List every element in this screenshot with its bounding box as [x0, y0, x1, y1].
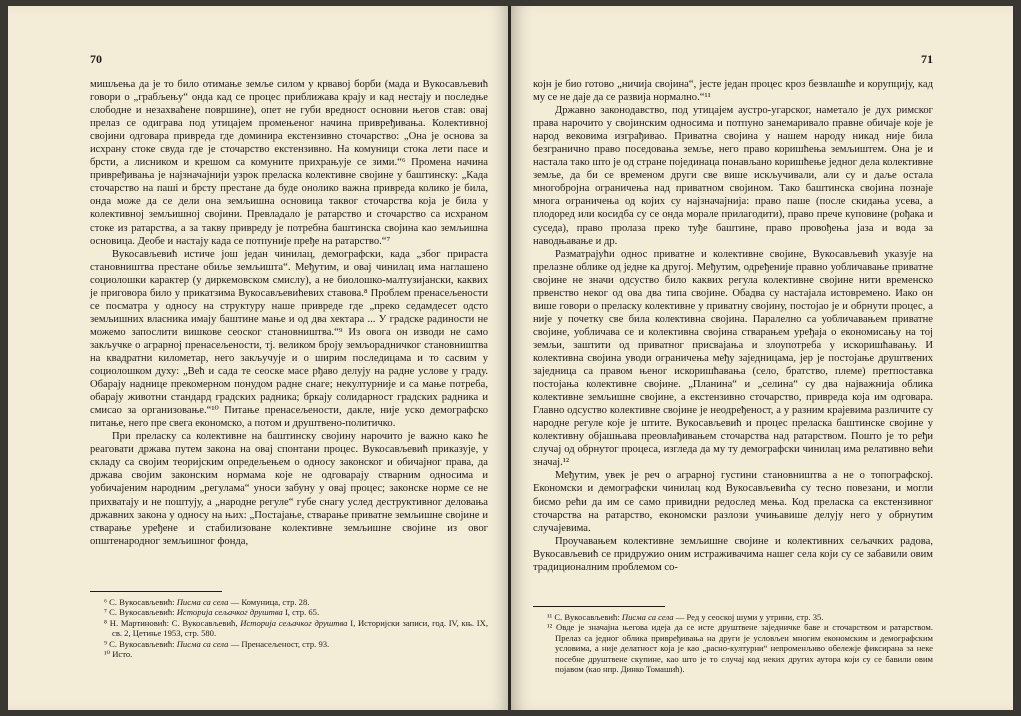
footnote: ⁷ С. Вукосављевић: Историја сељачког друштва I, стр. 65. [104, 607, 320, 618]
paragraph: мишљења да је то било отимање земље силом у крвавој борби (мада и Вукосављевић говори о „грабљењу“ онда кад се процес приближава крају и кад нестају и последње слободне и незахваћене површине), опет не губи вредност основни његов став: овај прелаз се одиграва под утицајем промењеног начина привређивања. Колективној својини одговара привреда где доминира екстензивно сточарство: „Она је основа за исхрану стоке свуда где је сточарство екстензивно. На комуници стока лети пасе и брсти, а лисником и крешом са комуните прихрањује се зими.“⁶ Промена начина привређивања је најзначајнији узрок преласка колективне својине у баштинску: „Када сточарство на пашi и брсту престане да буде онолико важна привреда колико је била, онда може да се дели она земљишна основица таквог сточарства која је била у колективној земљишној својини. Превладало је ратарство и сточарство са исхраном стоке из ратарства, а за такву привреду је потребна баштинска својина као земљишна основица. Деобе и настају када се потпуније пређе на ратарство.“⁷ [90, 79, 488, 247]
footnote: ¹¹ С. Вукосављевић: Писма са села — Ред у сеоској шуми у утрини, стр. 35. [547, 612, 824, 622]
footnotes [90, 591, 488, 659]
footnote: ⁹ С. Вукосављевић: Писма са села — Пренасељеност, стр. 93. [104, 638, 330, 649]
left-page [8, 6, 510, 710]
paragraph: При преласку са колективне на баштинску својину нарочито је важно како ће реаговати држава путем закона на овај спонтани процес. Вукосављевић приказује, у складу са својим теоријским опредељењем о односу законског и обичајног права, да држава својим законским нормама које не одговарају стварним односима и уобичајеним народним „регулама“ уноси забуну у овај процес; законске норме се не прихватају и не поштују, а „народне регуле“ губе снагу услед деструктивног деловања државних закона у односу на њих: „Постајање, стварање приватне земљишне својине и стварање уређене и стабилизоване колективне земљишне својине из овог општенародног земљишног фонда, [90, 431, 488, 547]
body-text [90, 78, 488, 548]
footnote-rule [90, 591, 222, 592]
paragraph: Државно законодавство, под утицајем аустро-угарског, наметало је дух римског права нарочито у својинским односима и потпуно занемаривало правне обичаје које је народ вековима изграђивао. Приватна својина у нашем народу никад није била безгранично право поседовања земље, него право коришћења земљиштем. Она је и настала тако што је од стране појединаца понављано коришћење једног дела колективне земље, да би се временом други све више искључивали, али су и даље остала многобројна ограничења над приватном својином. Тако баштинска својина познаје многа ограничења од којих су најзначајнија: право паше (после скидања усева, а плодоред или косидба су се онда морале прилагодити), право прече куповине (рођака и суседа), право пролаза преко туђе баштине, право провођења јаза и вода за наводњавање и др. [533, 105, 933, 247]
paragraph: којн је био готово „ничија својина“, јесте један процес кроз безвлашће и корупцију, кад му се не даје да се развија нормално.“¹¹ [533, 79, 933, 104]
paragraph: Проучавањем колективне земљишне својине и колективних сељачких радова, Вукосављевић се придружио оним истраживачима нашег села који су се забавили овим традиционалним проблемом со- [533, 535, 933, 573]
footnote: ⁸ Н. Мартиновић: С. Вукосављевић, Историја сељачког друштва I, Историјски записи, год. IV, књ. IX, св. 2, Цетиње 1953, стр. 580. [104, 617, 489, 639]
paragraph: Међутим, увек је реч о аграрној густини становништва а не о топографској. Економски и демографски чинилац код Вукосављевића су тесно повезани, и могли бисмо рећи да им се само привидни редослед мења. Код преласка са екстензивног сточарства на ратарство, економски разлози учињавише делују него у обрнутим случајевима. [533, 470, 933, 534]
page-number: 70 [90, 52, 102, 66]
paragraph: Разматрајући однос приватне и колективне својине, Вукосављевић указује на прелазне облике од једне ка другој. Међутим, одређеније правно уобличавање приватне својине не значи одсуство било каквих регула колективне својине нити временско првенство неког од ова два типа својине. Обадва су настајала истовремено. Иако он више говори о преласку колективне у приватну својину, постојао је и обрнути процес, а није у почетку све била колективна својина. Паралелно са уобличавањем приватне својине, уобличава се и колективна својина стварањем уређаја о економисању на тој земљи, заштити од приватног присвајања и злоупотреба у искоришћавању. И колективна својина уводи ограничења међу заједницама, јер је постојање друштвених заједница са правом њеног искоришћавања (село, братство, племе) претпоставка постојања колективне својине. „Планина“ и „селина“ су два најважнија облика колективне земљишне својине, а екстензивно сточарство, привреда која им одговара. Главно одсуство колективне својине је неодређеност, а у разним крајевима различите су народне регуле које је штите. Вукосављевић и процес преласка баштинске својине у колективну објашњава преовлађивањем сточарства над ратарством. Пошто је то ређи случај од обрнутог процеса, изгледа да му ту демографски чинилац има релативно већи значај.¹² [533, 248, 933, 469]
paragraph: Вукосављевић истиче још један чинилац, демографски, када „због прираста становништва престане обиље земљишта“. Међутим, и овај чинилац има наглашено социолошки карактер (у диркемовском смислу), а не биолошко-малтузијански, каквих је приговора било у прикатзима Вукосављевићевих ставова.⁸ Проблем пренасељености се посматра у односу на структуру наше привреде где „преко седамдесет одсто земљишних власника имају баштине мање и од два хектара ... У градске радиности не можемо запослити вишкове сеоског становништва.“⁹ Из овога он изводи не само закључке о аграрној пренасељености, тј. великом броју земљорадничког становништва на квадратни километар, него закључује и о ширим последицама и то сасвим у социолошком духу: „Већ и сада те сеоске масе рђаво делују на радне услове у граду. Обарају наднице прекомерном понудом радне снаге; некултурније и са мање потреба, обарају животни стандард градских радника; бркају солидарност градских радника и смисао за организовање.“¹⁰ Питање пренасељености, дакле, није уско демографско питање, него пре свега економско, а потом и друштвено-политичко. [90, 248, 488, 430]
footnotes [533, 606, 933, 674]
body-text [533, 78, 933, 574]
right-page [511, 6, 1013, 710]
footnote: ⁶ С. Вукосављевић: Писма са села — Комуница, стр. 28. [104, 597, 310, 607]
footnote: ¹² Овде је значајна његова идеја да се исте друштвене заједничке баве и сточарством и ратарством. Прелаз са једног облика привређивања на други је условљен многим економским и демографским условима, а није делатност која је као „расно-културни“ непроменљиво обележје фиксирана за неке посебне друштвене скупине, као што је то случај код неких других аутора који су се бавили овим појавом (као нпр. Динко Томашић). [547, 622, 933, 675]
footnote-rule [533, 606, 665, 607]
footnote: ¹⁰ Исто. [104, 649, 133, 660]
page-number: 71 [921, 52, 933, 66]
